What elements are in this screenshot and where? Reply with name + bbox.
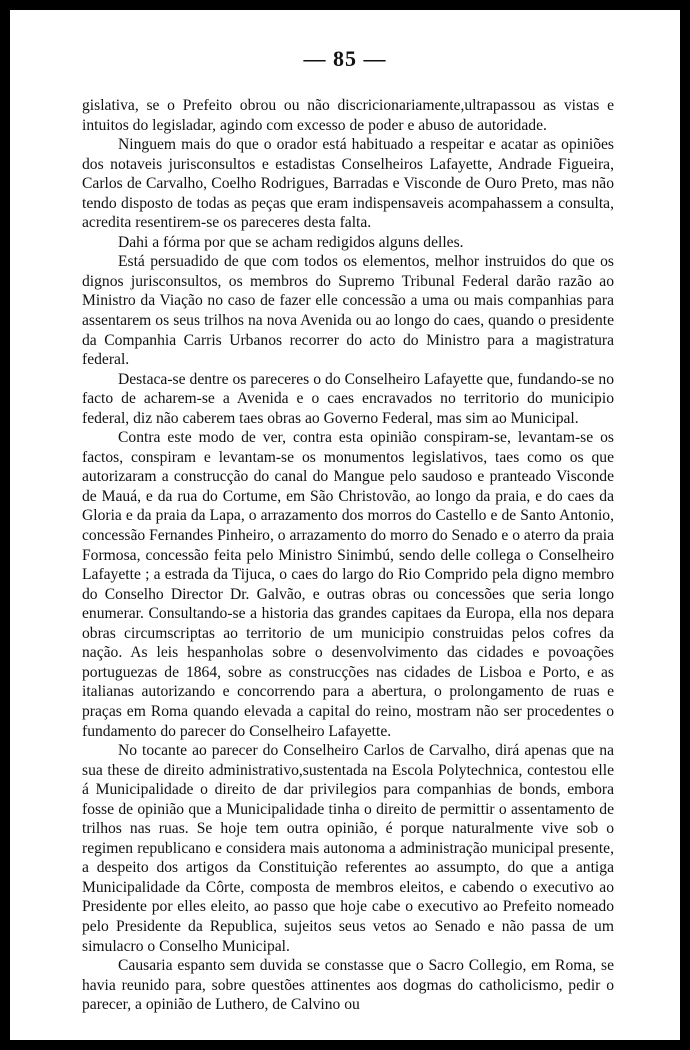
page-number: — 85 —: [303, 46, 387, 71]
paragraph: Causaria espanto sem duvida se constasse que o Sacro Collegio, em Roma, se havia reunido para, sobre questões attinentes aos dogmas do catholicismo, pedir o parecer, a opinião de Luthero, de Calvino ou: [82, 957, 614, 1014]
body-text: [82, 96, 614, 1015]
paragraph: Ninguem mais do que o orador está habituado a respeitar e acatar as opiniões dos notaveis jurisconsultos e estadistas Conselheiros Lafayette, Andrade Figueira, Carlos de Carvalho, Coelho Rodrigues, Barradas e Visconde de Ouro Preto, mas não tendo disposto de todas as peças que eram indispensaveis acompahassem a consulta, acredita resentirem-se os pareceres desta falta.: [82, 136, 614, 232]
paragraph: Está persuadido de que com todos os elementos, melhor instruidos do que os dignos jurisconsultos, os membros do Supremo Tribunal Federal darão razão ao Ministro da Viação no caso de fazer elle concessão a uma ou mais companhias para assentarem os seus trilhos na nova Avenida ou ao longo do caes, quando o presidente da Companhia Carris Urbanos recorrer do acto do Ministro para a magistratura federal.: [82, 253, 614, 369]
paragraph: Contra este modo de ver, contra esta opinião conspiram-se, levantam-se os factos, conspiram e levantam-se os monumentos legislativos, taes como os que autorizaram a construcção do canal do Mangue pelo saudoso e pranteado Visconde de Mauá, e da rua do Cortume, em São Christovão, ao longo da praia, e do caes da Gloria e da praia da Lapa, o arrazamento dos morros do Castello e de Santo Antonio, concessão Fernandes Pinheiro, o arrazamento do morro do Senado e o aterro da praia Formosa, concessão feita pelo Ministro Sinimbú, sendo delle collega o Conselheiro Lafayette ; a estrada da Tijuca, o caes do largo do Rio Comprido pela digno membro do Conselho Director Dr. Galvão, e outras obras ou concessões que seria longo enumerar. Consultando-se a historia das grandes capitaes da Europa, ella nos depara obras circumscriptas ao territorio de um municipio construidas pelos cofres da nação. As leis hespanholas sobre o desenvolvimento das cidades e povoações portuguezas de 1864, sobre as construcções nas cidades de Lisboa e Porto, e as italianas autorizando e concorrendo para a abertura, o prolongamento de ruas e praças em Roma quando elevada a capital do reino, mostram não ser procedentes o fundamento do parecer do Conselheiro Lafayette.: [82, 429, 614, 740]
paragraph: No tocante ao parecer do Conselheiro Carlos de Carvalho, dirá apenas que na sua these de direito administrativo,sustentada na Escola Polytechnica, contestou elle á Municipalidade o direito de dar privilegios para companhias de bonds, embora fosse de opinião que a Municipalidade tinha o direito de permittir o assentamento de trilhos nas ruas. Se hoje tem outra opinião, é porque naturalmente vive sob o regimen republicano e considera mais autonoma a administração municipal presente, a despeito dos artigos da Constituição referentes ao assumpto, do que a antiga Municipalidade da Côrte, composta de membros eleitos, e cabendo o executivo ao Presidente por elles eleito, ao passo que hoje cabe o executivo ao Prefeito nomeado pelo Presidente da Republica, sujeitos seus vetos ao Senado e não passa de um simulacro o Conselho Municipal.: [82, 742, 614, 955]
paragraph: Dahi a fórma por que se acham redigidos alguns delles.: [118, 233, 464, 251]
book-page: [10, 10, 680, 1040]
paragraph: gislativa, se o Prefeito obrou ou não discricionariamente,ultrapassou as vistas e intuitos do legisladar, agindo com excesso de poder e abuso de autoridade.: [82, 97, 614, 134]
paragraph: Destaca-se dentre os pareceres o do Conselheiro Lafayette que, fundando-se no facto de acharem-se a Avenida e o caes encravados no territorio do municipio federal, diz não caberem taes obras ao Governo Federal, mas sim ao Municipal.: [82, 370, 614, 427]
